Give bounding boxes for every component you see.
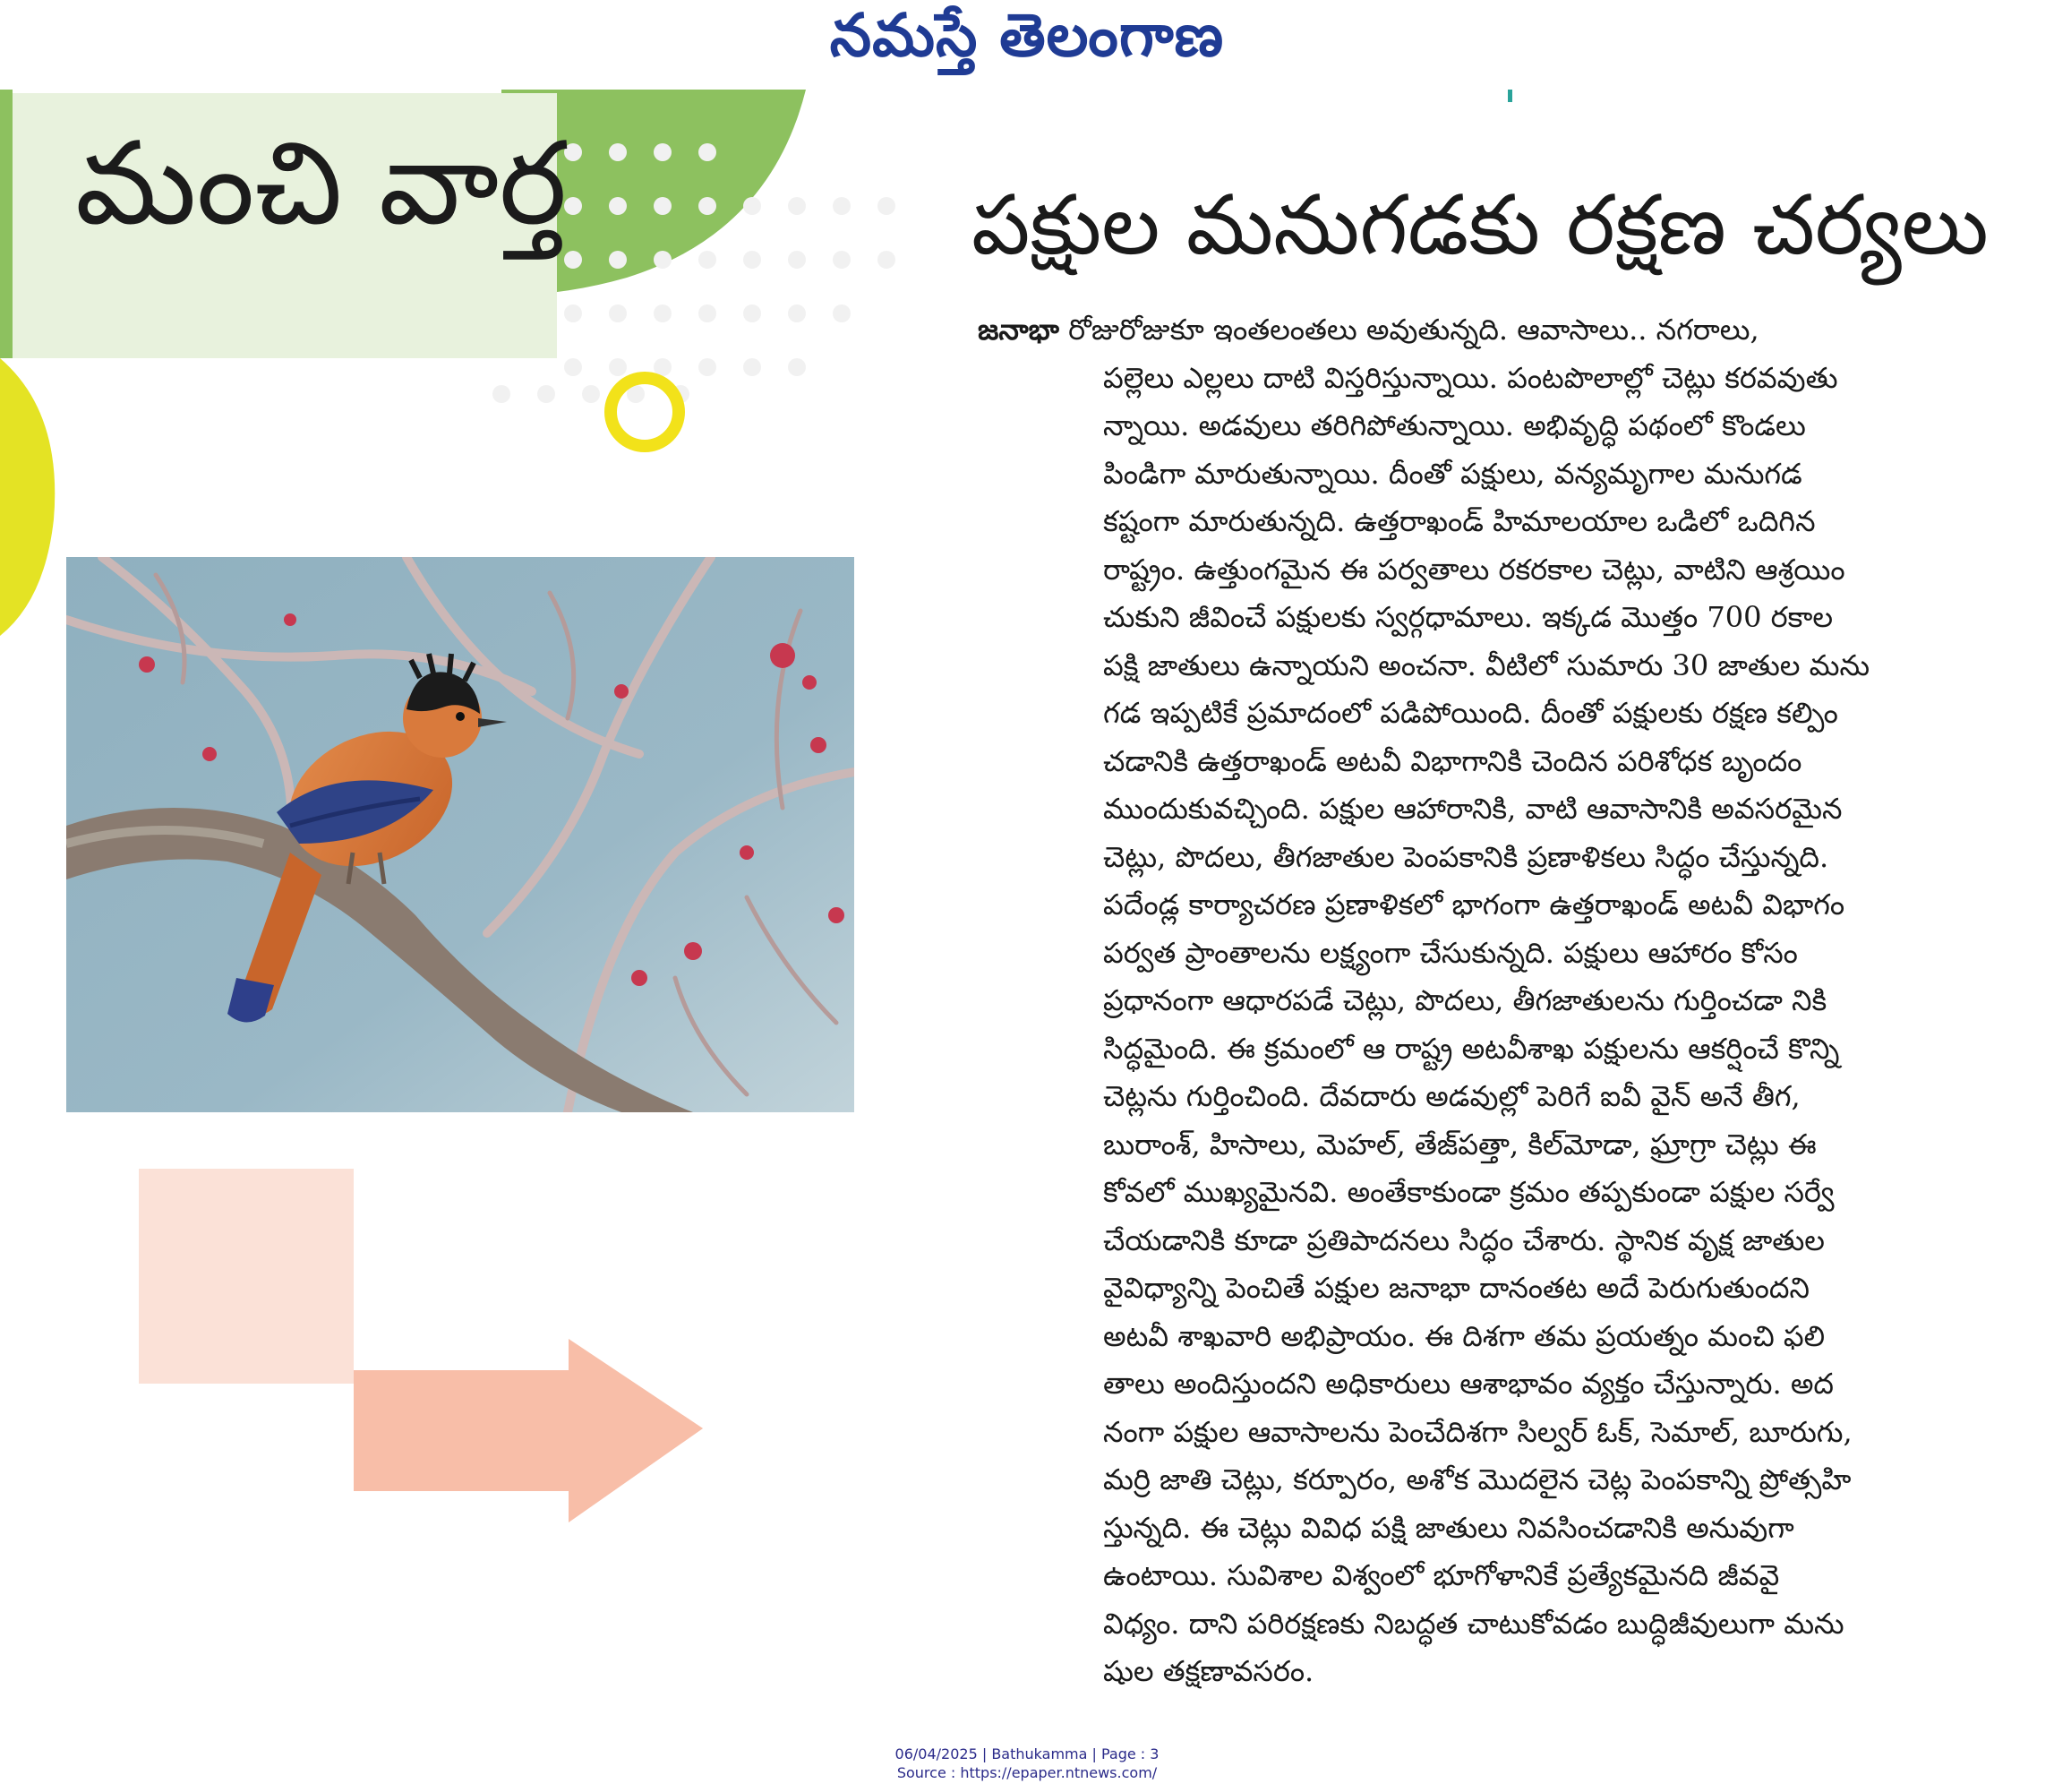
article-line: విధ్యం. దాని పరిరక్షణకు నిబద్ధత చాటుకోవడం బుద్ధిజీవులుగా మను bbox=[1103, 1606, 1844, 1641]
masthead-title: నమస్తే తెలంగాణ bbox=[829, 1, 1225, 70]
article-line: పల్లెలు ఎల్లలు దాటి విస్తరిస్తున్నాయి. పంటపొలాల్లో చెట్లు కరవవుతు bbox=[1103, 360, 1838, 395]
page-footer bbox=[0, 1745, 2054, 1782]
footer-source-link[interactable]: Source : https://epaper.ntnews.com/ bbox=[896, 1764, 1158, 1781]
section-label-box bbox=[13, 93, 568, 358]
article-line: మర్రి జాతి చెట్లు, కర్పూరం, అశోక మొదలైన చెట్ల పెంపకాన్ని ప్రోత్సహి bbox=[1103, 1462, 1852, 1496]
article-line: పక్షి జాతులు ఉన్నాయని అంచనా. వీటిలో సుమారు 30 జాతుల మను bbox=[1103, 647, 1870, 682]
article-line: న్నాయి. అడవులు తరిగిపోతున్నాయి. అభివృద్ధి పథంలో కొండలు bbox=[1103, 408, 1806, 442]
article-line: గడ ఇప్పటికే ప్రమాదంలో పడిపోయింది. దీంతో పక్షులకు రక్షణ కల్పిం bbox=[1103, 696, 1838, 730]
article-line: షుల తక్షణావసరం. bbox=[1103, 1654, 1314, 1688]
article-page bbox=[0, 90, 2054, 1746]
article-line: ప్రధానంగా ఆధారపడే చెట్లు, పొదలు, తీగజాతులను గుర్తించడా నికి bbox=[1103, 983, 1827, 1017]
footer-date-line: 06/04/2025 | Bathukamma | Page : 3 bbox=[894, 1745, 1160, 1762]
article-line: కష్టంగా మారుతున్నది. ఉత్తరాఖండ్ హిమాలయాల ఒడిలో ఒదిగిన bbox=[1103, 504, 1816, 538]
article-line: చేయడానికి కూడా ప్రతిపాదనలు సిద్ధం చేశారు. స్థానిక వృక్ష జాతుల bbox=[1103, 1222, 1825, 1257]
article-line: సిద్ధమైంది. ఈ క్రమంలో ఆ రాష్ట్ర అటవీశాఖ పక్షులను ఆకర్షించే కొన్ని bbox=[1103, 1031, 1840, 1066]
article-line: పదేండ్ల కార్యాచరణ ప్రణాళికలో భాగంగా ఉత్తరాఖండ్ అటవీ విభాగం bbox=[1103, 887, 1845, 922]
article-line: రాష్ట్రం. ఉత్తుంగమైన ఈ పర్వతాలు రకరకాల చెట్లు, వాటిని ఆశ్రయిం bbox=[1103, 552, 1845, 587]
article-line: పర్వత ప్రాంతాలను లక్ష్యంగా చేసుకున్నది. పక్షులు ఆహారం కోసం bbox=[1103, 935, 1798, 970]
article-line: బురాంశ్, హిసాలు, మెహల్, తేజ్‌పత్తా, కిల్‌మోడా, ఘ్రాగ్రా చెట్లు ఈ bbox=[1103, 1127, 1817, 1162]
article-line: తాలు అందిస్తుందని అధికారులు ఆశాభావం వ్యక్తం చేస్తున్నారు. అద bbox=[1103, 1367, 1835, 1401]
article-line: చడానికి ఉత్తరాఖండ్ అటవీ విభాగానికి చెందిన పరిశోధక బృందం bbox=[1103, 743, 1802, 778]
section-label: మంచి వార్త bbox=[75, 117, 568, 251]
article-line: కోవలో ముఖ్యమైనవి. అంతేకాకుండా క్రమం తప్పకుండా పక్షుల సర్వే bbox=[1103, 1175, 1835, 1209]
article-body bbox=[978, 306, 1981, 1696]
article-line: పిండిగా మారుతున్నాయి. దీంతో పక్షులు, వన్యమృగాల మనుగడ bbox=[1103, 456, 1802, 491]
article-line: ముందుకువచ్చింది. పక్షుల ఆహారానికి, వాటి ఆవాసానికి అవసరమైన bbox=[1103, 792, 1843, 826]
article-line: చుకుని జీవించే పక్షులకు స్వర్గధామాలు. ఇక్కడ మొత్తం 700 రకాల bbox=[1103, 600, 1834, 634]
article-line: అటవీ శాఖవారి అభిప్రాయం. ఈ దిశగా తమ ప్రయత్నం మంచి ఫలి bbox=[1103, 1318, 1826, 1353]
bird-photo bbox=[66, 557, 854, 1112]
article-line: చెట్లు, పొదలు, తీగజాతుల పెంపకానికి ప్రణాళికలు సిద్ధం చేస్తున్నది. bbox=[1103, 839, 1829, 874]
article-headline: పక్షుల మనుగడకు రక్షణ చర్యలు bbox=[971, 177, 1989, 273]
article-line-1 bbox=[978, 306, 1981, 355]
bird-on-branch-image bbox=[66, 557, 854, 1112]
article-line: చెట్లను గుర్తించింది. దేవదారు అడవుల్లో పెరిగే ఐవీ వైన్ అనే తీగ, bbox=[1103, 1079, 1801, 1113]
article-line: ఉంటాయి. సువిశాల విశ్వంలో భూగోళానికే ప్రత్యేకమైనది జీవవై bbox=[1103, 1558, 1780, 1592]
article-line: నంగా పక్షుల ఆవాసాలను పెంచేదిశగా సిల్వర్ ఓక్, సెమాల్, బూరుగు, bbox=[1103, 1414, 1853, 1449]
article-line-text: రోజురోజుకూ ఇంతలంతలు అవుతున్నది. ఆవాసాలు.. నగరాలు, bbox=[1068, 313, 1759, 347]
article-line: స్తున్నది. ఈ చెట్లు వివిధ పక్షి జాతులు నివసించడానికి అనువుగా bbox=[1103, 1510, 1794, 1545]
lead-word: జనాభా bbox=[978, 313, 1059, 347]
article-line: వైవిధ్యాన్ని పెంచితే పక్షుల జనాభా దానంతట అదే పెరుగుతుందని bbox=[1103, 1271, 1810, 1305]
